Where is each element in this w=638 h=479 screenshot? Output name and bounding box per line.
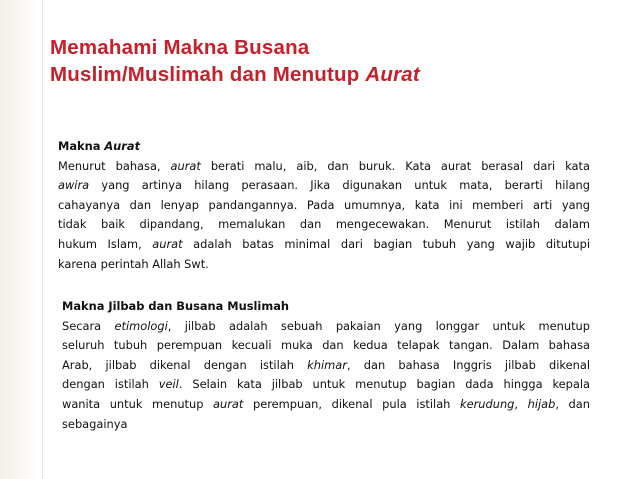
- paragraph-line: karena perintah Allah Swt.: [58, 256, 209, 271]
- paragraph-line: seluruh tubuh perempuan kecuali muka dan kedua telapak tangan. Dalam bahasa: [62, 338, 590, 353]
- section-1-paragraph: [58, 157, 590, 275]
- paragraph-line: hukum Islam, aurat adalah batas minimal dari bagian tubuh yang wajib ditutupi: [58, 236, 590, 251]
- section-makna-jilbab: [62, 297, 590, 434]
- section-2-paragraph: [62, 317, 590, 435]
- paragraph-line: Menurut bahasa, aurat berati malu, aib, dan buruk. Kata aurat berasal dari kata: [58, 158, 590, 173]
- section-makna-aurat: [58, 137, 590, 274]
- italic-term: hijab: [527, 396, 556, 411]
- paragraph-line: sebagainya: [62, 416, 128, 431]
- title-line-2: [50, 61, 610, 88]
- section-1-heading-text: Makna: [58, 139, 105, 153]
- paragraph-line: awira yang artinya hilang perasaan. Jika digunakan untuk mata, berarti hilang: [58, 178, 590, 193]
- decorative-divider: [42, 0, 43, 479]
- title-line-2-italic: Aurat: [365, 63, 420, 86]
- section-2-heading: Makna Jilbab dan Busana Muslimah: [62, 299, 289, 313]
- italic-term: aurat: [152, 236, 183, 251]
- paragraph-line: Arab, jilbab dikenal dengan istilah khimar, dan bahasa Inggris jilbab dikenal: [62, 357, 590, 372]
- title-line-2-text: Muslim/Muslimah dan Menutup: [50, 63, 366, 86]
- title-line-1: Memahami Makna Busana: [50, 36, 310, 59]
- decorative-side-bar: [0, 0, 38, 479]
- section-1-heading-italic: Aurat: [104, 139, 141, 153]
- italic-term: khimar: [307, 357, 347, 372]
- italic-term: kerudung: [459, 396, 515, 411]
- italic-term: aurat: [170, 158, 201, 173]
- italic-term: awira: [58, 178, 90, 193]
- paragraph-line: Secara etimologi, jilbab adalah sebuah pakaian yang longgar untuk menutup: [62, 318, 590, 333]
- section-1-heading: [58, 137, 590, 157]
- paragraph-line: dengan istilah veil. Selain kata jilbab untuk menutup bagian dada hingga kepala: [62, 377, 590, 392]
- paragraph-line: cahayanya dan lenyap pandangannya. Pada umumnya, kata ini memberi arti yang: [58, 197, 590, 212]
- paragraph-line: wanita untuk menutup aurat perempuan, dikenal pula istilah kerudung, hijab, dan: [62, 396, 590, 411]
- italic-term: etimologi: [114, 318, 168, 333]
- italic-term: aurat: [213, 396, 244, 411]
- slide-title: [50, 34, 610, 88]
- italic-term: veil: [158, 377, 179, 392]
- paragraph-line: tidak baik dipandang, memalukan dan mengecewakan. Menurut istilah dalam: [58, 217, 590, 232]
